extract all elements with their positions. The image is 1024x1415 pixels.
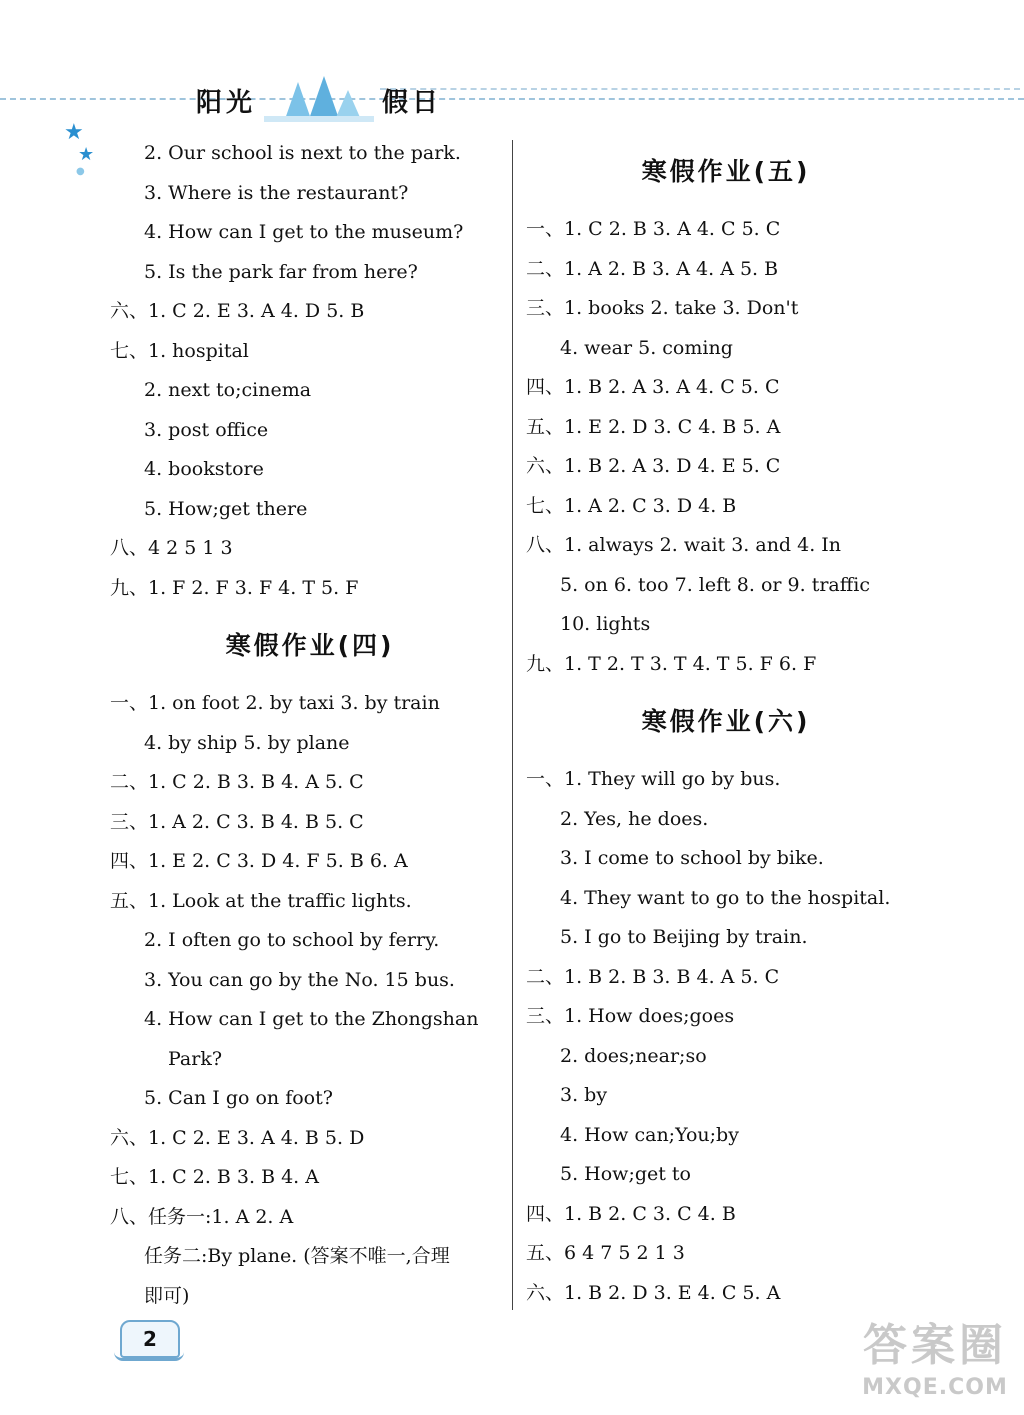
answer-line: 六、1. B 2. D 3. E 4. C 5. A xyxy=(526,1281,781,1304)
answer-line: 10. lights xyxy=(560,613,651,635)
brand-right-word: 假日 xyxy=(382,87,443,118)
answer-line: 四、1. E 2. C 3. D 4. F 5. B 6. A xyxy=(110,850,408,872)
answer-line: 六、1. C 2. E 3. A 4. B 5. D xyxy=(110,1126,365,1149)
answer-line: 2. next to;cinema xyxy=(144,379,312,401)
answer-line: 九、1. F 2. F 3. F 4. T 5. F xyxy=(110,576,359,599)
answer-line: 4. How can;You;by xyxy=(560,1123,739,1146)
answer-line: 3. post office xyxy=(144,418,269,441)
answer-line: 七、1. C 2. B 3. B 4. A xyxy=(110,1166,319,1188)
answer-line: 2. does;near;so xyxy=(560,1044,707,1067)
answer-line: 八、任务一:1. A 2. A xyxy=(110,1205,294,1228)
answer-line: 4. How can I get to the museum? xyxy=(144,221,464,243)
answer-line: 一、1. C 2. B 3. A 4. C 5. C xyxy=(526,218,781,240)
answer-line: 3. You can go by the No. 15 bus. xyxy=(144,968,455,991)
right-column xyxy=(526,134,926,1313)
answer-line: 2. Yes, he does. xyxy=(560,807,709,830)
answer-line: 即可) xyxy=(144,1284,190,1307)
watermark-url: MXQE.COM xyxy=(862,1375,1008,1400)
answer-line: 六、1. C 2. E 3. A 4. D 5. B xyxy=(110,300,365,322)
answer-line: 六、1. B 2. A 3. D 4. E 5. C xyxy=(526,455,781,477)
answer-line: 五、6 4 7 5 2 1 3 xyxy=(526,1242,685,1264)
answer-line: 七、1. A 2. C 3. D 4. B xyxy=(526,494,737,517)
answer-line: 二、1. A 2. B 3. A 4. A 5. B xyxy=(526,257,779,280)
answer-line: 4. How can I get to the Zhongshan xyxy=(144,1008,479,1030)
answer-line: 三、1. How does;goes xyxy=(526,1005,735,1027)
answer-line: 三、1. A 2. C 3. B 4. B 5. C xyxy=(110,810,364,833)
star-icon: ★ xyxy=(64,120,84,145)
answer-line: 一、1. They will go by bus. xyxy=(526,768,781,790)
brand-left-word: 阳光 xyxy=(196,87,257,118)
answer-line: 五、1. Look at the traffic lights. xyxy=(110,889,412,912)
answer-line: 4. They want to go to the hospital. xyxy=(560,886,891,909)
answer-line: 八、4 2 5 1 3 xyxy=(110,537,233,559)
answer-line: 九、1. T 2. T 3. T 4. T 5. F 6. F xyxy=(526,652,817,675)
brand-logo xyxy=(196,76,442,124)
answer-line: 5. How;get there xyxy=(144,497,308,520)
watermark xyxy=(850,1318,1020,1412)
answer-line: 二、1. C 2. B 3. B 4. A 5. C xyxy=(110,771,364,793)
answer-line: 一、1. on foot 2. by taxi 3. by train xyxy=(110,692,440,714)
answer-line: 四、1. B 2. C 3. C 4. B xyxy=(526,1202,736,1225)
answer-line: 4. wear 5. coming xyxy=(560,336,733,359)
answer-line: 八、1. always 2. wait 3. and 4. In xyxy=(526,534,842,556)
left-column xyxy=(110,134,510,1316)
answer-line: 五、1. E 2. D 3. C 4. B 5. A xyxy=(526,415,781,438)
watermark-logo-text: 答案圈 xyxy=(863,1320,1007,1371)
header-dashed-line xyxy=(0,98,1024,100)
answer-line: 七、1. hospital xyxy=(110,339,249,362)
page-header xyxy=(0,50,1024,130)
star-icon: ★ xyxy=(78,144,95,165)
winter-trees-icon xyxy=(264,76,374,124)
answer-line: 3. by xyxy=(560,1084,608,1106)
answer-line: 四、1. B 2. A 3. A 4. C 5. C xyxy=(526,376,780,398)
answer-line: 5. I go to Beijing by train. xyxy=(560,926,808,948)
answer-line: 5. Is the park far from here? xyxy=(144,260,418,283)
answer-line: 5. Can I go on foot? xyxy=(144,1087,333,1109)
section-title: 寒假作业(五) xyxy=(641,157,811,186)
answer-line: 5. How;get to xyxy=(560,1163,691,1185)
column-divider xyxy=(512,140,513,1310)
answer-line: 5. on 6. too 7. left 8. or 9. traffic xyxy=(560,573,870,596)
section-title: 寒假作业(六) xyxy=(641,707,811,736)
answer-line: 2. I often go to school by ferry. xyxy=(144,929,440,951)
answer-line: 3. Where is the restaurant? xyxy=(144,181,409,204)
answer-line: 2. Our school is next to the park. xyxy=(144,142,461,164)
page-number: 2 xyxy=(120,1320,180,1358)
answer-line: 3. I come to school by bike. xyxy=(560,847,824,869)
answer-line: 4. by ship 5. by plane xyxy=(144,731,350,754)
book-icon xyxy=(114,1352,184,1361)
header-dashed-line-secondary xyxy=(380,88,1020,90)
section-title: 寒假作业(四) xyxy=(225,631,395,660)
answer-line: 二、1. B 2. B 3. B 4. A 5. C xyxy=(526,965,780,988)
answer-line: 任务二:By plane. (答案不唯一,合理 xyxy=(144,1245,450,1267)
answer-line: Park? xyxy=(168,1047,223,1070)
dot-icon: ● xyxy=(76,166,85,177)
answer-line: 4. bookstore xyxy=(144,458,264,480)
answer-line: 三、1. books 2. take 3. Don't xyxy=(526,297,799,319)
